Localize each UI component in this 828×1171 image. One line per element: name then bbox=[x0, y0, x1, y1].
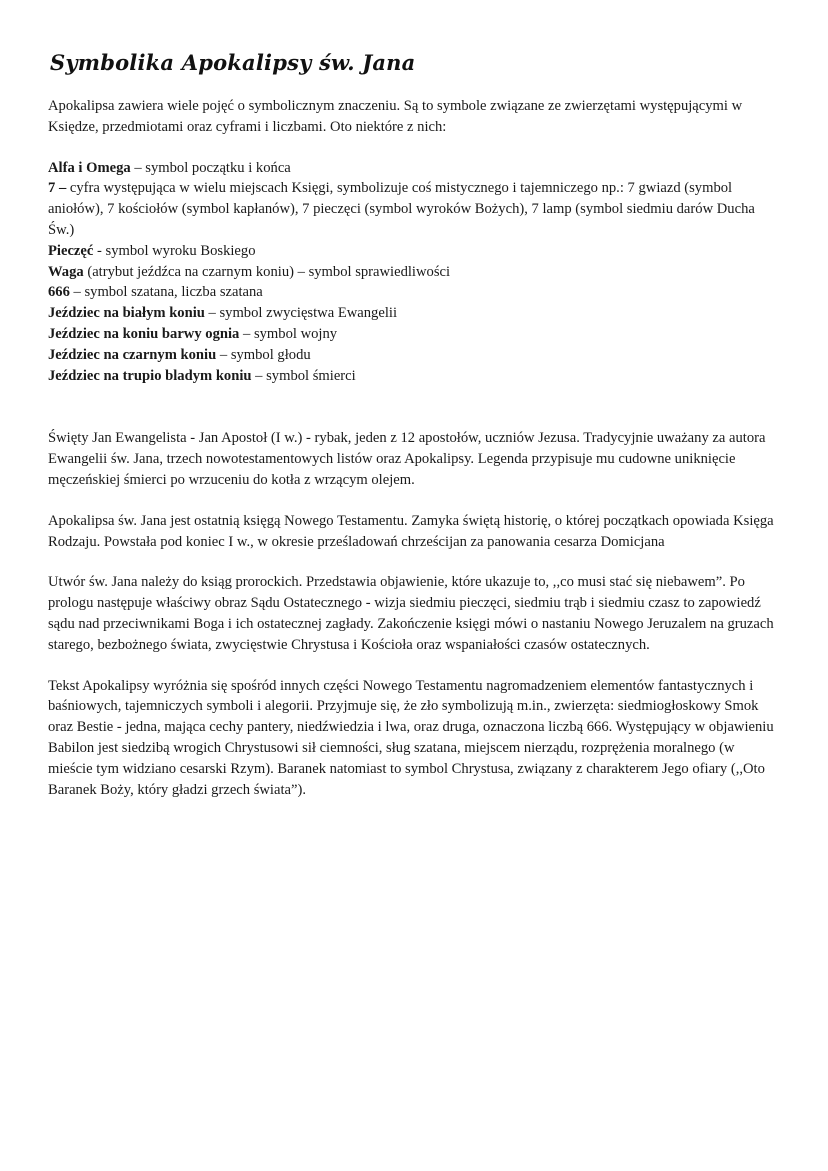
symbol-description: – symbol głodu bbox=[216, 346, 311, 363]
symbol-description: – symbol szatana, liczba szatana bbox=[69, 284, 263, 301]
symbol-item bbox=[48, 324, 778, 345]
symbol-term: Jeździec na czarnym koniu bbox=[48, 346, 217, 363]
symbol-item bbox=[48, 262, 778, 283]
symbol-description: (atrybut jeźdźca na czarnym koniu) – symbol sprawiedliwości bbox=[83, 263, 451, 280]
body-paragraph: Święty Jan Ewangelista - Jan Apostoł (I w.) - rybak, jeden z 12 apostołów, uczniów Jezusa. Tradycyjnie uważany za autora Ewangelii św. Jana, trzech nowotestamentowych listów oraz Apokalipsy. Legenda przypisuje mu cudowne uniknięcie męczeńskiej śmierci po wrzuceniu do kotła z wrzącym olejem. bbox=[48, 430, 766, 488]
symbol-description: – symbol wojny bbox=[239, 325, 338, 342]
symbol-item bbox=[48, 345, 778, 366]
symbol-term: 666 bbox=[48, 284, 70, 301]
symbol-item bbox=[48, 158, 778, 179]
symbol-item bbox=[48, 241, 778, 262]
symbol-description: – symbol zwycięstwa Ewangelii bbox=[204, 305, 397, 322]
symbol-description: - symbol wyroku Boskiego bbox=[93, 242, 256, 259]
symbol-description: – symbol początku i końca bbox=[130, 159, 291, 176]
symbol-term: Jeździec na koniu barwy ognia bbox=[48, 325, 240, 342]
intro-paragraph: Apokalipsa zawiera wiele pojęć o symbolicznym znaczeniu. Są to symbole związane ze zwierzętami występującymi w Księdze, przedmiotami oraz cyframi i liczbami. Oto niektóre z nich: bbox=[48, 98, 743, 135]
symbol-item bbox=[48, 303, 778, 324]
symbol-term: Waga bbox=[48, 263, 84, 280]
symbol-item bbox=[48, 178, 778, 240]
symbol-description: – symbol śmierci bbox=[251, 367, 356, 384]
symbol-term: Jeździec na trupio bladym koniu bbox=[48, 367, 252, 384]
document-body bbox=[48, 96, 778, 820]
body-paragraph: Tekst Apokalipsy wyróżnia się spośród innych części Nowego Testamentu nagromadzeniem elementów fantastycznych i baśniowych, tajemniczych symboli i alegorii. Przyjmuje się, że zło symbolizują m.in., zwierzęta: siedmiogłoskowy Smok oraz Bestie - jedna, mająca cechy pantery, niedźwiedzia i lwa, oraz druga, oznaczona liczbą 666. Występujący w objawieniu Babilon jest siedzibą wrogich Chrystusowi sił ciemności, sług szatana, miejscem nierządu, rozprężenia moralnego (w mieście tym widziano cesarski Rzym). Baranek natomiast to symbol Chrystusa, związany z charakterem Jego ofiary (,,Oto Baranek Boży, który gładzi grzech świata”). bbox=[48, 677, 774, 798]
symbol-term: Jeździec na białym koniu bbox=[48, 305, 205, 322]
section-spacer bbox=[48, 386, 778, 428]
body-paragraph: Utwór św. Jana należy do ksiąg prorockich. Przedstawia objawienie, które ukazuje to, ,,co musi stać się niebawem”. Po prologu następuje właściwy obraz Sądu Ostatecznego - wizja siedmiu pieczęci, siedmiu trąb i siedmiu czasz to zapowiedź sądu nad przeciwnikami Boga i ich ostatecznej zagłady. Zakończenie księgi mówi o nastaniu Nowego Jeruzalem na gruzach starego, bezbożnego świata, zwycięstwie Chrystusa i Kościoła oraz wspaniałości czasów ostatecznych. bbox=[48, 574, 774, 653]
symbol-description: cyfra występująca w wielu miejscach Księgi, symbolizuje coś mistycznego i tajemniczego np.: 7 gwiazd (symbol aniołów), 7 kościołów (symbol kapłanów), 7 pieczęci (symbol wyroków Bożych), 7 lamp (symbol siedmiu darów Ducha Św.) bbox=[48, 180, 755, 238]
symbol-term: Alfa i Omega bbox=[48, 159, 131, 176]
symbol-list bbox=[48, 158, 778, 387]
symbol-term: 7 – bbox=[48, 180, 67, 197]
document-title: Symbolika Apokalipsy św. Jana bbox=[50, 50, 416, 75]
symbol-item bbox=[48, 282, 778, 303]
body-paragraph: Apokalipsa św. Jana jest ostatnią księgą Nowego Testamentu. Zamyka świętą historię, o której początkach opowiada Księga Rodzaju. Powstała pod koniec I w., w okresie prześladowań chrześcijan za panowania cesarza Domicjana bbox=[48, 512, 774, 550]
symbol-item bbox=[48, 366, 778, 387]
symbol-term: Pieczęć bbox=[48, 242, 94, 259]
